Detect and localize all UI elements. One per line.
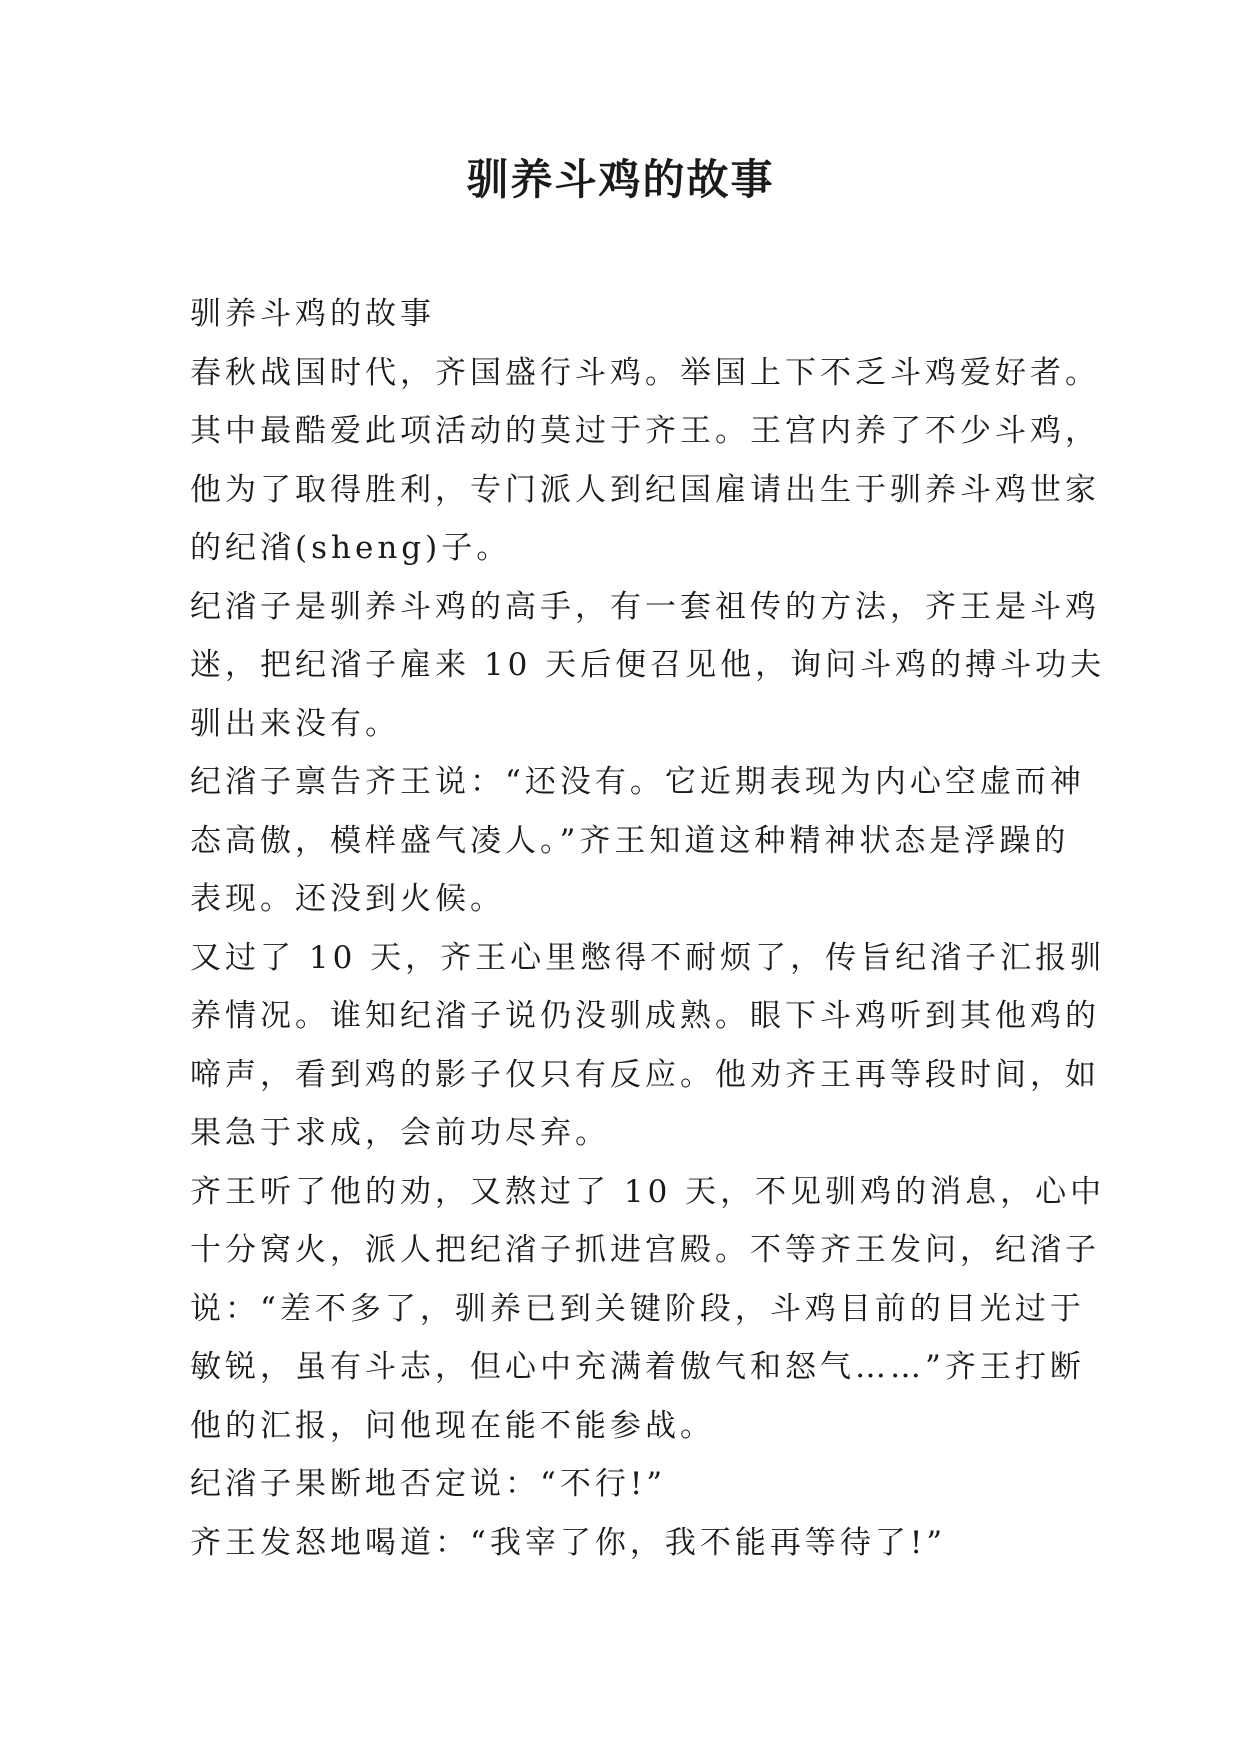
body-line: 驯出来没有。	[190, 705, 400, 742]
body-line: 纪渻子果断地否定说：“不行!”	[190, 1466, 667, 1502]
body-line: 说：“差不多了，驯养已到关键阶段，斗鸡目前的目光过于	[190, 1290, 1085, 1327]
body-line: 迷，把纪渻子雇来 10 天后便召见他，询问斗鸡的搏斗功夫	[190, 647, 1106, 683]
body-line: 敏锐，虽有斗志，但心中充满着傲气和怒气……”齐王打断	[190, 1349, 1085, 1385]
body-line: 的纪渻(sheng)子。	[190, 530, 512, 566]
document-body	[190, 285, 1106, 1572]
body-line: 他为了取得胜利，专门派人到纪国雇请出生于驯养斗鸡世家	[190, 471, 1100, 508]
body-line: 养情况。谁知纪渻子说仍没驯成熟。眼下斗鸡听到其他鸡的	[190, 998, 1100, 1034]
body-line: 纪渻子是驯养斗鸡的高手，有一套祖传的方法，齐王是斗鸡	[190, 588, 1100, 625]
body-line: 驯养斗鸡的故事	[190, 296, 435, 332]
body-line: 态高傲，模样盛气凌人。”齐王知道这种精神状态是浮躁的	[190, 822, 1070, 859]
body-line: 果急于求成，会前功尽弃。	[190, 1115, 610, 1151]
body-line: 纪渻子禀告齐王说：“还没有。它近期表现为内心空虚而神	[190, 764, 1085, 800]
body-line: 十分窝火，派人把纪渻子抓进宫殿。不等齐王发问，纪渻子	[190, 1232, 1100, 1268]
body-line: 春秋战国时代，齐国盛行斗鸡。举国上下不乏斗鸡爱好者。	[190, 354, 1100, 391]
body-line: 啼声，看到鸡的影子仅只有反应。他劝齐王再等段时间，如	[190, 1056, 1100, 1093]
body-line: 齐王听了他的劝，又熬过了 10 天，不见驯鸡的消息，心中	[190, 1173, 1106, 1210]
body-line: 其中最酷爱此项活动的莫过于齐王。王宫内养了不少斗鸡，	[190, 413, 1100, 449]
body-line: 又过了 10 天，齐王心里憋得不耐烦了，传旨纪渻子汇报驯	[190, 939, 1106, 976]
body-line: 齐王发怒地喝道：“我宰了你，我不能再等待了!”	[190, 1524, 947, 1561]
body-line: 表现。还没到火候。	[190, 881, 505, 917]
body-line: 他的汇报，问他现在能不能参战。	[190, 1407, 715, 1444]
document-title: 驯养斗鸡的故事	[466, 155, 775, 204]
